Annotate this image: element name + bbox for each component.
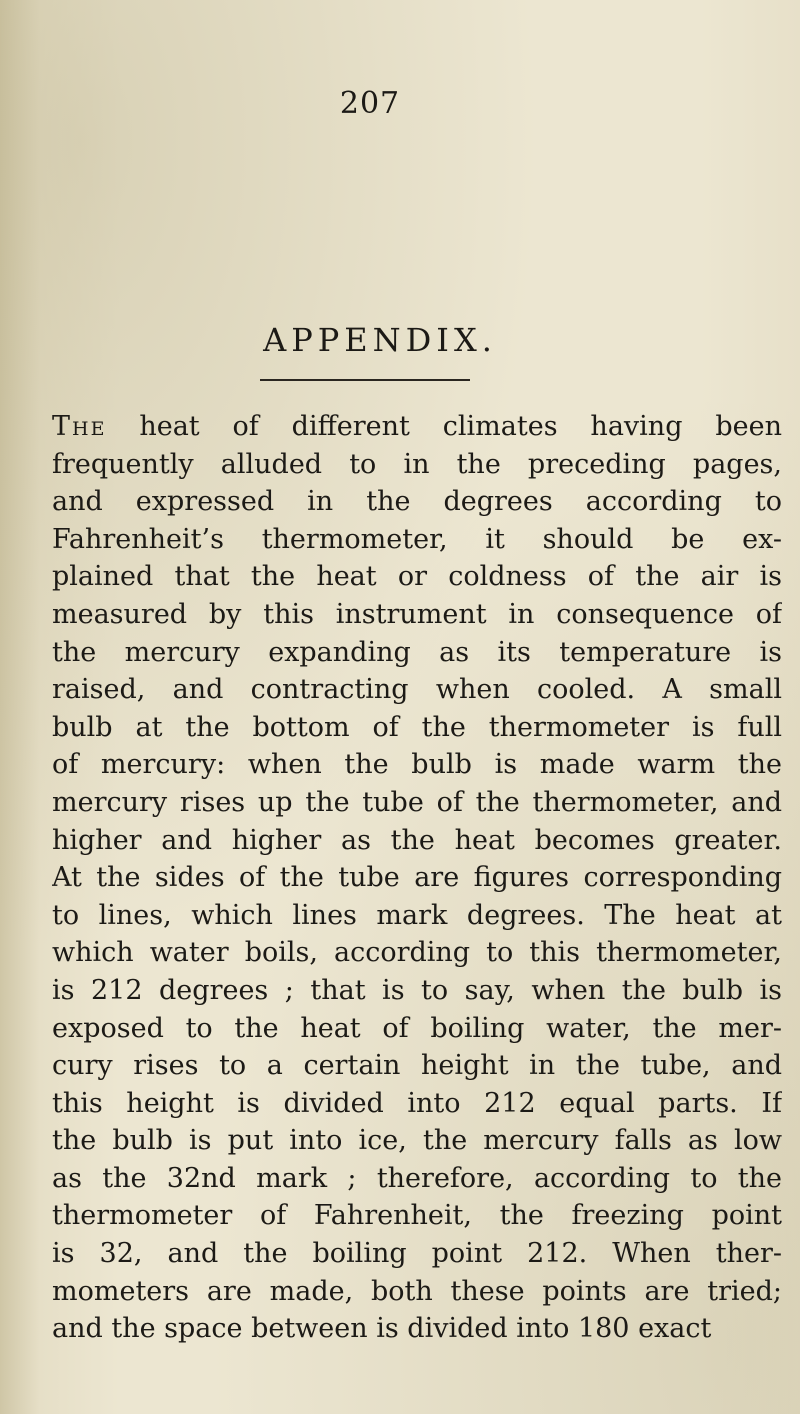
text-line: mercury rises up the tube of the thermometer, and: [52, 786, 782, 818]
section-heading: APPENDIX.: [263, 321, 497, 360]
text-line: [52, 408, 782, 446]
heading-divider: [260, 379, 470, 381]
text-line: as the 32nd mark ; therefore, according to the: [52, 1162, 782, 1194]
body-paragraph: [52, 408, 782, 1348]
text-line: is 32, and the boiling point 212. When ther-: [52, 1238, 782, 1270]
text-line: exposed to the heat of boiling water, the mer-: [52, 1012, 782, 1044]
text-line: is 212 degrees ; that is to say, when the bulb is: [52, 974, 782, 1006]
text-line: and expressed in the degrees according to: [52, 486, 782, 518]
text-line-content: heat of different climates having been: [106, 411, 782, 442]
text-line: frequently alluded to in the preceding pages,: [52, 448, 782, 480]
text-line: thermometer of Fahrenheit, the freezing point: [52, 1200, 782, 1232]
text-line: higher and higher as the heat becomes greater.: [52, 824, 782, 856]
text-line: and the space between is divided into 180 exact: [52, 1313, 712, 1345]
text-line: which water boils, according to this thermometer,: [52, 937, 782, 969]
text-line: the bulb is put into ice, the mercury falls as low: [52, 1125, 782, 1157]
text-line: this height is divided into 212 equal parts. If: [52, 1087, 782, 1119]
text-line: to lines, which lines mark degrees. The heat at: [52, 899, 782, 931]
text-line: raised, and contracting when cooled. A small: [52, 674, 782, 706]
text-line: cury rises to a certain height in the tube, and: [52, 1050, 782, 1082]
text-line: measured by this instrument in consequence of: [52, 598, 782, 630]
page-number: 207: [339, 86, 401, 121]
text-line: the mercury expanding as its temperature is: [52, 636, 782, 668]
text-line: mometers are made, both these points are tried;: [52, 1275, 782, 1307]
text-line: of mercury: when the bulb is made warm the: [52, 749, 782, 781]
paragraph-lead: The: [52, 411, 107, 442]
text-line: bulb at the bottom of the thermometer is full: [52, 711, 782, 743]
text-line: Fahrenheit’s thermometer, it should be ex-: [52, 523, 782, 555]
text-line: At the sides of the tube are figures corresponding: [52, 862, 782, 894]
text-line: plained that the heat or coldness of the air is: [52, 561, 782, 593]
